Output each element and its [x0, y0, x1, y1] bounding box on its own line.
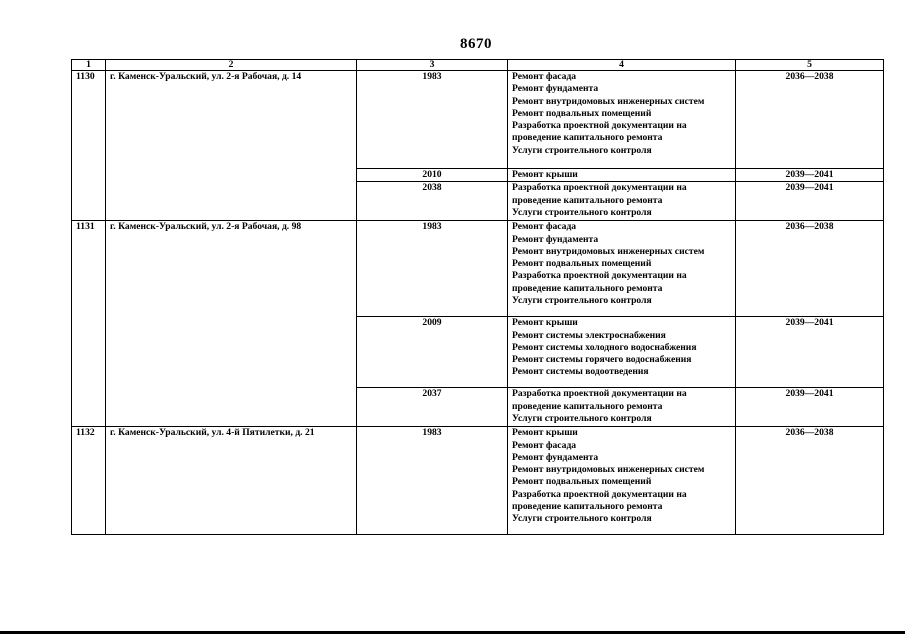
- work-item: Услуги строительного контроля: [512, 412, 652, 424]
- work-item: Ремонт внутридомовых инженерных систем: [512, 245, 705, 257]
- works-cell: [508, 71, 736, 169]
- record-number: 1132: [72, 427, 106, 535]
- record-number: 1130: [72, 71, 106, 221]
- table-row: [72, 427, 884, 535]
- col-header-1: 1: [72, 60, 106, 71]
- work-item: Ремонт подвальных помещений: [512, 476, 652, 488]
- year-cell: 1983: [357, 71, 508, 169]
- page-number: 8670: [460, 36, 492, 52]
- work-item: Разработка проектной документации на: [512, 388, 687, 400]
- period-cell: 2039—2041: [736, 169, 884, 182]
- work-item: Услуги строительного контроля: [512, 206, 652, 218]
- work-item: Ремонт внутридомовых инженерных систем: [512, 464, 705, 476]
- col-header-3: 3: [357, 60, 508, 71]
- work-item: Услуги строительного контроля: [512, 295, 652, 307]
- record-address: г. Каменск-Уральский, ул. 2-я Рабочая, д. 14: [106, 71, 357, 221]
- work-item: Ремонт фасада: [512, 71, 577, 82]
- work-item: Ремонт подвальных помещений: [512, 107, 652, 119]
- work-item: Ремонт фасада: [512, 221, 577, 233]
- work-item: Ремонт фундамента: [512, 83, 599, 95]
- col-header-4: 4: [508, 60, 736, 71]
- work-item: Ремонт фундамента: [512, 233, 599, 245]
- work-item: Ремонт системы холодного водоснабжения: [512, 341, 697, 353]
- work-item: Ремонт системы водоотведения: [512, 366, 649, 378]
- record-number: 1131: [72, 221, 106, 427]
- period-cell: 2036—2038: [736, 427, 884, 535]
- col-header-5: 5: [736, 60, 884, 71]
- year-cell: 2038: [357, 182, 508, 221]
- work-item: Разработка проектной документации на: [512, 120, 687, 132]
- works-cell: [508, 169, 736, 182]
- work-item: Разработка проектной документации на: [512, 182, 687, 194]
- works-cell: [508, 221, 736, 317]
- table-row: [72, 71, 884, 169]
- works-cell: [508, 182, 736, 221]
- table-body: [72, 71, 884, 535]
- work-item: проведение капитального ремонта: [512, 282, 663, 294]
- work-item: Услуги строительного контроля: [512, 144, 652, 156]
- period-cell: 2036—2038: [736, 221, 884, 317]
- work-item: Ремонт крыши: [512, 169, 578, 180]
- work-item: Ремонт внутридомовых инженерных систем: [512, 95, 705, 107]
- work-item: Ремонт крыши: [512, 427, 578, 439]
- year-cell: 1983: [357, 221, 508, 317]
- period-cell: 2036—2038: [736, 71, 884, 169]
- work-item: Разработка проектной документации на: [512, 270, 687, 282]
- work-item: проведение капитального ремонта: [512, 132, 663, 144]
- works-cell: [508, 388, 736, 427]
- works-cell: [508, 427, 736, 535]
- work-item: Ремонт фасада: [512, 439, 577, 451]
- work-item: проведение капитального ремонта: [512, 501, 663, 513]
- record-address: г. Каменск-Уральский, ул. 2-я Рабочая, д. 98: [106, 221, 357, 427]
- work-item: Ремонт крыши: [512, 317, 578, 329]
- work-item: Ремонт фундамента: [512, 451, 599, 463]
- work-item: проведение капитального ремонта: [512, 400, 663, 412]
- work-item: проведение капитального ремонта: [512, 194, 663, 206]
- work-item: Услуги строительного контроля: [512, 513, 652, 525]
- year-cell: 2010: [357, 169, 508, 182]
- repair-schedule-table: [71, 59, 884, 535]
- work-item: Ремонт подвальных помещений: [512, 258, 652, 270]
- work-item: Разработка проектной документации на: [512, 488, 687, 500]
- period-cell: 2039—2041: [736, 388, 884, 427]
- works-cell: [508, 317, 736, 388]
- header-row: [72, 60, 884, 71]
- bottom-rule: [0, 631, 905, 634]
- year-cell: 1983: [357, 427, 508, 535]
- period-cell: 2039—2041: [736, 182, 884, 221]
- record-address: г. Каменск-Уральский, ул. 4-й Пятилетки, д. 21: [106, 427, 357, 535]
- year-cell: 2037: [357, 388, 508, 427]
- year-cell: 2009: [357, 317, 508, 388]
- col-header-2: 2: [106, 60, 357, 71]
- work-item: Ремонт системы электроснабжения: [512, 329, 666, 341]
- table-row: [72, 221, 884, 317]
- period-cell: 2039—2041: [736, 317, 884, 388]
- work-item: Ремонт системы горячего водоснабжения: [512, 354, 692, 366]
